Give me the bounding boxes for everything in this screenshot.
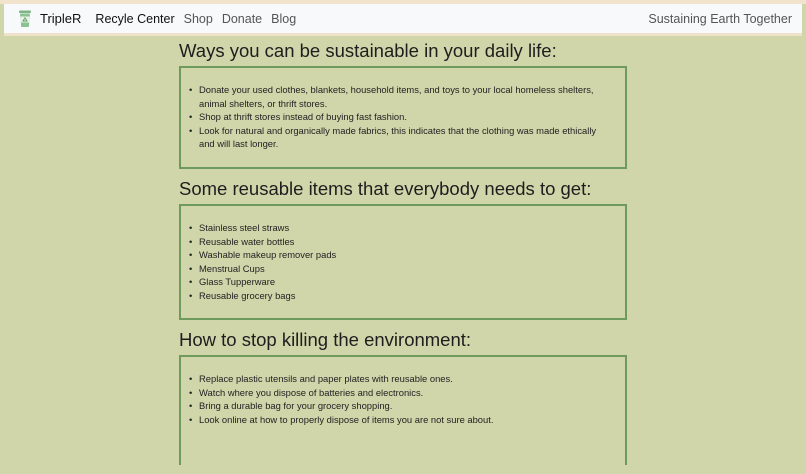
stop-killing-environment-box <box>179 355 627 465</box>
list-item: • Shop at thrift stores instead of buying fast fashion. <box>197 110 613 124</box>
main-content <box>179 40 627 474</box>
list-item: • Glass Tupperware <box>197 275 613 289</box>
daily-sustainability-box <box>179 66 627 169</box>
brand-link[interactable] <box>18 10 81 28</box>
section-title-reusable-items: Some reusable items that everybody needs to get: <box>179 178 592 199</box>
reusable-items-box <box>179 204 627 320</box>
list-item: • Stainless steel straws <box>197 221 613 235</box>
list-item: • Reusable water bottles <box>197 235 613 249</box>
list-item: • Washable makeup remover pads <box>197 248 613 262</box>
nav-shop[interactable]: Shop <box>183 11 213 26</box>
section-title-stop-killing-environment: How to stop killing the environment: <box>179 329 472 350</box>
list-item: • Bring a durable bag for your grocery shopping. <box>197 399 613 413</box>
list-item: • Look for natural and organically made fabrics, this indicates that the clothing was made ethically and will last longer. <box>197 124 613 151</box>
section-title-daily-sustainability: Ways you can be sustainable in your daily life: <box>179 40 557 61</box>
navbar <box>4 4 802 36</box>
nav-recycle-center[interactable]: Recyle Center <box>95 11 175 26</box>
brand-name: TripleR <box>40 11 82 26</box>
recycle-cup-icon <box>18 10 32 28</box>
list-item: • Replace plastic utensils and paper plates with reusable ones. <box>197 372 613 386</box>
list-item: • Donate your used clothes, blankets, household items, and toys to your local homeless shelters, animal shelters, or thrift stores. <box>197 83 613 110</box>
daily-sustainability-list <box>181 83 613 151</box>
list-item: • Reusable grocery bags <box>197 289 613 303</box>
list-item: • Watch where you dispose of batteries and electronics. <box>197 386 613 400</box>
reusable-items-list <box>181 221 613 302</box>
navbar-tagline: Sustaining Earth Together <box>648 11 792 26</box>
stop-killing-environment-list <box>181 372 613 426</box>
nav-blog[interactable]: Blog <box>271 11 297 26</box>
list-item: • Look online at how to properly dispose of items you are not sure about. <box>197 413 613 427</box>
nav-donate[interactable]: Donate <box>221 11 263 26</box>
list-item: • Menstrual Cups <box>197 262 613 276</box>
